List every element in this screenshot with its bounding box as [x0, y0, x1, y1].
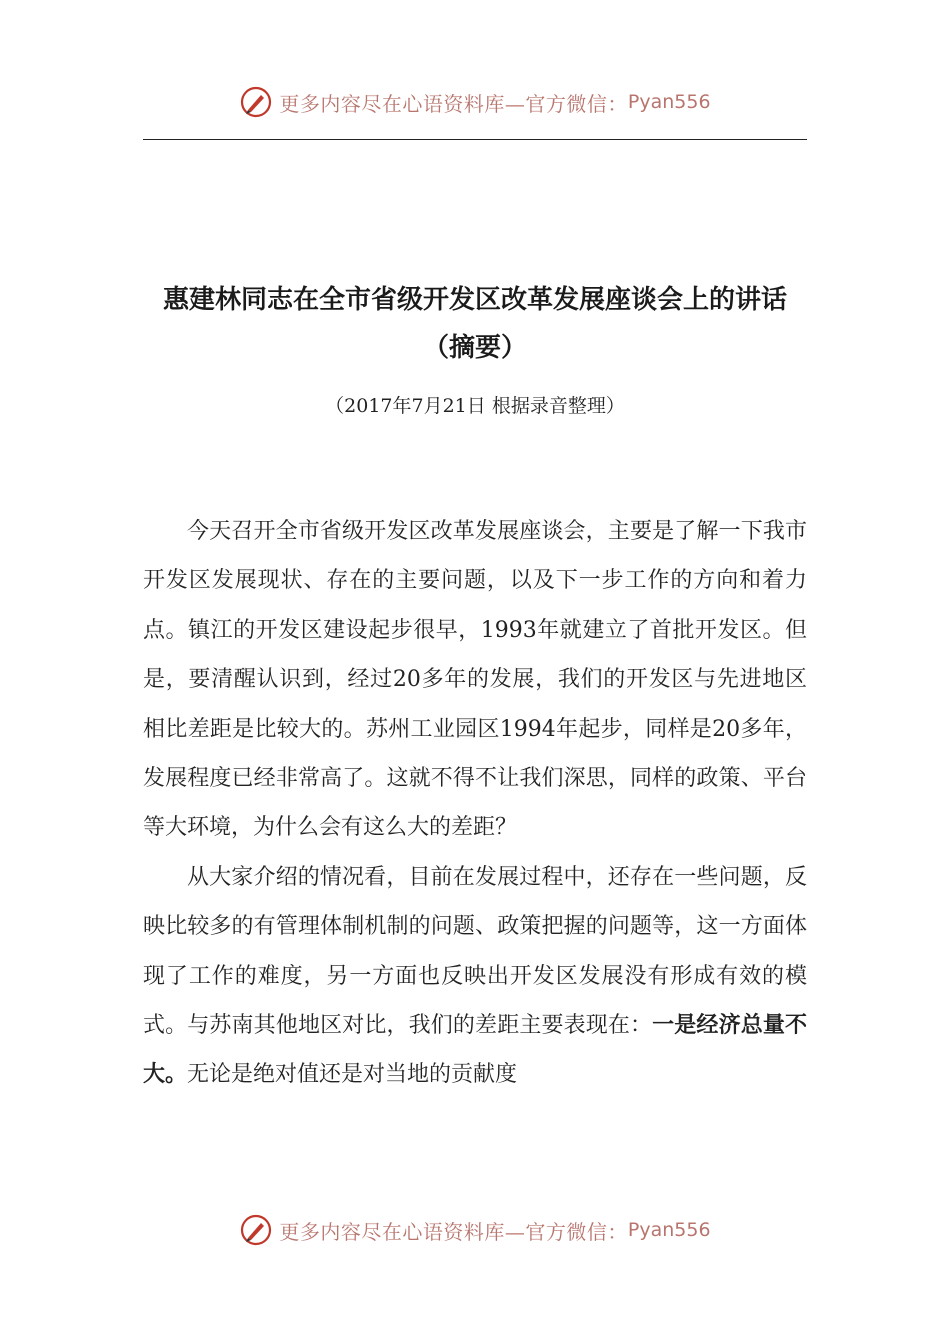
- document-body: [143, 507, 807, 1100]
- paragraph-2: [143, 853, 807, 1100]
- watermark-id: Pyan556: [627, 91, 711, 113]
- watermark-text: 更多内容尽在心语资料库—官方微信：: [279, 1219, 628, 1244]
- watermark-id: Pyan556: [627, 1219, 711, 1241]
- footer-watermark: [0, 1210, 950, 1250]
- watermark-text: 更多内容尽在心语资料库—官方微信：: [279, 91, 628, 116]
- header-divider: [143, 139, 807, 140]
- pen-logo-icon: [239, 85, 273, 119]
- document-title: 惠建林同志在全市省级开发区改革发展座谈会上的讲话（摘要）: [162, 285, 787, 363]
- document-subtitle: （2017年7月21日 根据录音整理）: [325, 395, 625, 417]
- paragraph-1: 今天召开全市省级开发区改革发展座谈会，主要是了解一下我市开发区发展现状、存在的主要问题，以及下一步工作的方向和着力点。镇江的开发区建设起步很早，1993年就建立了首批开发区。但是，要清醒认识到，经过20多年的发展，我们的开发区与先进地区相比差距是比较大的。苏州工业园区1994年起步，同样是20多年，发展程度已经非常高了。这就不得不让我们深思，同样的政策、平台等大环境，为什么会有这么大的差距？: [143, 519, 807, 841]
- header-watermark: [0, 82, 950, 122]
- paragraph-2-tail: 无论是绝对值还是对当地的贡献度: [187, 1062, 518, 1088]
- paragraph-2-lead: 从大家介绍的情况看，目前在发展过程中，还存在一些问题，反映比较多的有管理体制机制的问题、政策把握的问题等，这一方面体现了工作的难度，另一方面也反映出开发区发展没有形成有效的模式。与苏南其他地区对比，我们的差距主要表现在：: [143, 864, 807, 1039]
- pen-logo-icon: [239, 1213, 273, 1247]
- paragraph-2-bold: 一是经济总量不大。: [143, 1013, 807, 1088]
